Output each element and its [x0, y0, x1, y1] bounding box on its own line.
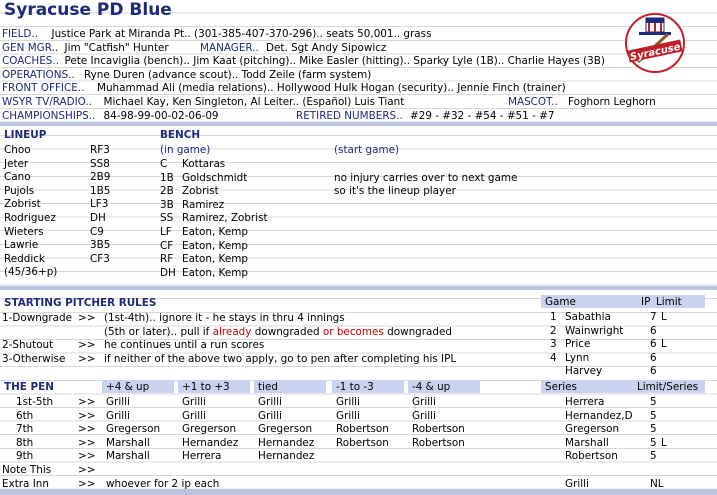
rule-label: 1-Downgrade: [2, 312, 73, 324]
rotation-pitcher: Wainwright: [565, 324, 624, 337]
pen-cell: Grilli: [258, 409, 282, 422]
rotation-pitcher: Lynn: [565, 351, 590, 364]
pen-cell: Robertson: [412, 436, 465, 449]
pen-cell: Hernandez: [182, 436, 239, 449]
bench-player: Ramirez, Zobrist: [182, 212, 268, 225]
rotation-ip-limit: 6: [650, 365, 657, 378]
bench-position: RF: [160, 253, 174, 266]
lineup-player-name: Reddick: [4, 252, 45, 265]
pen-cell: Grilli: [258, 396, 282, 408]
series-limit: 5: [650, 450, 657, 463]
logo-text: Syracuse: [629, 41, 682, 64]
header-label: COACHES..: [2, 55, 60, 68]
bench-note: so it's the lineup player: [334, 185, 456, 198]
bench-in-game-label: (in game): [160, 144, 211, 156]
pen-arrow: >>: [78, 464, 96, 476]
pen-cell: Grilli: [412, 396, 436, 408]
rule-text-part: he continues until a run scores: [104, 339, 265, 352]
rotation-flag: L: [661, 311, 667, 323]
pen-cell: Grilli: [412, 409, 436, 422]
pen-cell: Gregerson: [258, 423, 313, 436]
lineup-player-name: Cano: [4, 171, 31, 184]
bench-player: Eaton, Kemp: [182, 253, 248, 266]
header-text: Pete Incaviglia (bench).. Jim Kaat (pitching).. Mike Easler (hitting).. Sparky Lyle (1B).. Charlie Hayes (3B): [64, 55, 605, 68]
rule-label: 2-Shutout: [2, 339, 54, 352]
pen-inning: 9th: [16, 450, 34, 463]
header-label-secondary: MANAGER..: [200, 41, 259, 54]
header-label-secondary: RETIRED NUMBERS..: [296, 109, 403, 122]
lineup-player-position: LF3: [90, 198, 109, 211]
header-label: CHAMPIONSHIPS..: [2, 109, 96, 122]
pen-cell: Robertson: [412, 423, 465, 436]
bench-position: C: [160, 158, 168, 170]
bench-position: DH: [160, 266, 176, 279]
rotation-game-number: 3: [550, 338, 557, 351]
rule-arrow: >>: [78, 352, 96, 365]
pen-cell: whoever for 2 ip each: [106, 477, 220, 490]
pen-arrow: >>: [78, 450, 96, 463]
lineup-player-position: CF3: [90, 252, 110, 265]
rule-text: [104, 338, 264, 352]
rule-text: [104, 325, 452, 339]
bench-player: Eaton, Kemp: [182, 266, 248, 279]
header-text: Michael Kay, Ken Singleton, Al Leiter.. (Español) Luis Tiant: [103, 96, 405, 108]
header-label-secondary: MASCOT..: [508, 96, 558, 108]
lineup-player-position: 3B5: [90, 239, 111, 252]
rotation-game-number: 1: [550, 311, 557, 323]
series-limit: 5: [650, 436, 657, 449]
pen-arrow: >>: [78, 477, 96, 490]
series-limit: 5: [650, 409, 657, 422]
rule-arrow: >>: [78, 339, 96, 352]
rule-emphasis: or becomes: [322, 325, 384, 338]
rule-text-part: (1st-4th).. ignore it - he stays in thru 4 innings: [104, 312, 345, 324]
header-label: OPERATIONS..: [2, 68, 75, 81]
pen-cell: Marshall: [106, 450, 150, 463]
series-limit-header: Limit/Series: [637, 381, 699, 393]
lineup-player-name: Zobrist: [4, 198, 41, 211]
rotation-ip-limit: 7: [650, 311, 657, 323]
bench-position: 3B: [160, 198, 174, 211]
rules-heading: STARTING PITCHER RULES: [4, 297, 157, 309]
rotation-ip-limit: 6: [650, 324, 657, 337]
pen-cell: Gregerson: [182, 423, 237, 436]
pen-cell: Herrera: [182, 450, 222, 463]
header-label: WSYR TV/RADIO..: [2, 96, 93, 108]
pen-cell: Grilli: [336, 409, 360, 422]
bench-player: Kottaras: [182, 158, 226, 170]
rule-text: [104, 352, 456, 366]
lineup-player-position: DH: [90, 212, 106, 224]
rotation-pitcher: Harvey: [565, 365, 603, 378]
rotation-ip-header: IP: [641, 296, 651, 308]
series-pitcher: Gregerson: [565, 423, 620, 436]
divider: [0, 122, 717, 126]
page-title: Syracuse PD Blue: [4, 0, 172, 20]
rotation-game-number: 4: [550, 351, 557, 364]
pen-heading: THE PEN: [4, 381, 54, 393]
pen-cell: Robertson: [336, 436, 389, 449]
header-label: FIELD..: [2, 28, 39, 40]
rotation-limit-header: Limit: [656, 296, 682, 308]
pen-inning: 8th: [16, 436, 34, 449]
rotation-ip-limit: 6: [650, 338, 657, 351]
bench-player: Eaton, Kemp: [182, 239, 248, 252]
pen-cell: Grilli: [106, 409, 130, 422]
pen-inning: 6th: [16, 409, 34, 422]
bench-player: Goldschmidt: [182, 171, 248, 184]
rule-text: [104, 311, 345, 325]
pen-column-header: -4 & up: [412, 381, 451, 393]
lineup-player-name: Choo: [4, 144, 31, 156]
lineup-player-position: SS8: [90, 157, 110, 170]
rotation-game-number: 2: [550, 324, 557, 337]
rule-text-part: (5th or later).. pull if: [104, 325, 213, 338]
pen-inning: Note This: [2, 464, 52, 476]
series-pitcher: Grilli: [565, 477, 589, 490]
bench-position: CF: [160, 239, 174, 252]
header-text-secondary: Det. Sgt Andy Sipowicz: [266, 41, 387, 54]
series-flag: L: [661, 436, 667, 449]
lineup-player-name: Rodriguez: [4, 212, 56, 224]
pen-inning: 1st-5th: [16, 396, 54, 408]
pen-cell: Hernandez: [258, 436, 315, 449]
lineup-player-name: Lawrie: [4, 239, 39, 252]
bench-position: SS: [160, 212, 174, 225]
series-pitcher: Robertson: [565, 450, 618, 463]
rotation-pitcher: Price: [565, 338, 591, 351]
rotation-flag: L: [661, 338, 667, 351]
series-limit: 5: [650, 423, 657, 436]
pen-inning: 7th: [16, 423, 34, 436]
lineup-player-name: (45/36+p): [4, 266, 58, 279]
pen-cell: Grilli: [182, 409, 206, 422]
pen-cell: Robertson: [336, 423, 389, 436]
lineup-player-position: 1B5: [90, 184, 111, 197]
rule-text-part: downgraded: [251, 325, 323, 338]
pen-cell: Hernandez: [258, 450, 315, 463]
lineup-player-position: C9: [90, 225, 104, 238]
bench-player: Eaton, Kemp: [182, 226, 248, 238]
rule-label: 3-Otherwise: [2, 352, 66, 365]
lineup-player-name: Wieters: [4, 225, 44, 238]
lineup-player-position: 2B9: [90, 171, 111, 184]
rotation-ip-limit: 6: [650, 351, 657, 364]
team-logo-icon: [624, 12, 686, 74]
divider: [0, 286, 717, 290]
pen-cell: Grilli: [106, 396, 130, 408]
header-text: Ryne Duren (advance scout).. Todd Zeile (farm system): [84, 68, 372, 81]
bench-note: no injury carries over to next game: [334, 171, 518, 184]
bench-start-game-label: (start game): [334, 144, 400, 156]
pen-cell: Grilli: [182, 396, 206, 408]
bench-heading: BENCH: [160, 129, 201, 141]
header-text: Jim "Catfish" Hunter: [64, 41, 169, 54]
pen-arrow: >>: [78, 423, 96, 436]
bench-player: Zobrist: [182, 185, 219, 198]
rule-text-part: downgraded: [383, 325, 452, 338]
series-limit: 5: [650, 396, 657, 408]
lineup-player-position: RF3: [90, 144, 110, 156]
series-pitcher: Hernandez,D: [565, 409, 633, 422]
series-header: Series: [545, 381, 577, 393]
header-text: Justice Park at Miranda Pt.. (301-385-407-370-296).. seats 50,001.. grass: [51, 28, 432, 40]
header-text-secondary: #29 - #32 - #54 - #51 - #7: [410, 109, 555, 122]
header-label: FRONT OFFICE..: [2, 82, 85, 95]
series-pitcher: Marshall: [565, 436, 609, 449]
rotation-pitcher: Sabathia: [565, 311, 611, 323]
rotation-game-header: Game: [545, 296, 576, 308]
pen-arrow: >>: [78, 436, 96, 449]
lineup-player-name: Pujols: [4, 184, 35, 197]
header-text: 84-98-99-00-02-06-09: [103, 109, 219, 122]
rule-arrow: >>: [78, 312, 96, 324]
lineup-heading: LINEUP: [4, 129, 47, 141]
pen-column-header: +4 & up: [106, 381, 150, 393]
header-text: Muhammad Ali (media relations).. Hollywood Hulk Hogan (security).. Jennie Finch (trainer): [97, 82, 566, 95]
pen-cell: Grilli: [336, 396, 360, 408]
bench-player: Ramirez: [182, 198, 225, 211]
pen-column-header: -1 to -3: [336, 381, 374, 393]
header-text-secondary: Foghorn Leghorn: [568, 96, 656, 108]
series-pitcher: Herrera: [565, 396, 605, 408]
pen-arrow: >>: [78, 409, 96, 422]
rule-emphasis: already: [212, 325, 252, 338]
bench-position: 1B: [160, 171, 174, 184]
pen-column-header: tied: [258, 381, 278, 393]
pen-column-header: +1 to +3: [182, 381, 230, 393]
pen-arrow: >>: [78, 396, 96, 408]
lineup-player-name: Jeter: [4, 157, 29, 170]
bench-position: LF: [160, 226, 172, 238]
header-label: GEN MGR..: [2, 41, 59, 54]
pen-cell: Gregerson: [106, 423, 161, 436]
rule-text-part: if neither of the above two apply, go to pen after completing his IPL: [104, 352, 457, 365]
series-limit: NL: [650, 477, 664, 490]
pen-cell: Marshall: [106, 436, 150, 449]
bench-position: 2B: [160, 185, 174, 198]
pen-inning: Extra Inn: [2, 477, 49, 490]
